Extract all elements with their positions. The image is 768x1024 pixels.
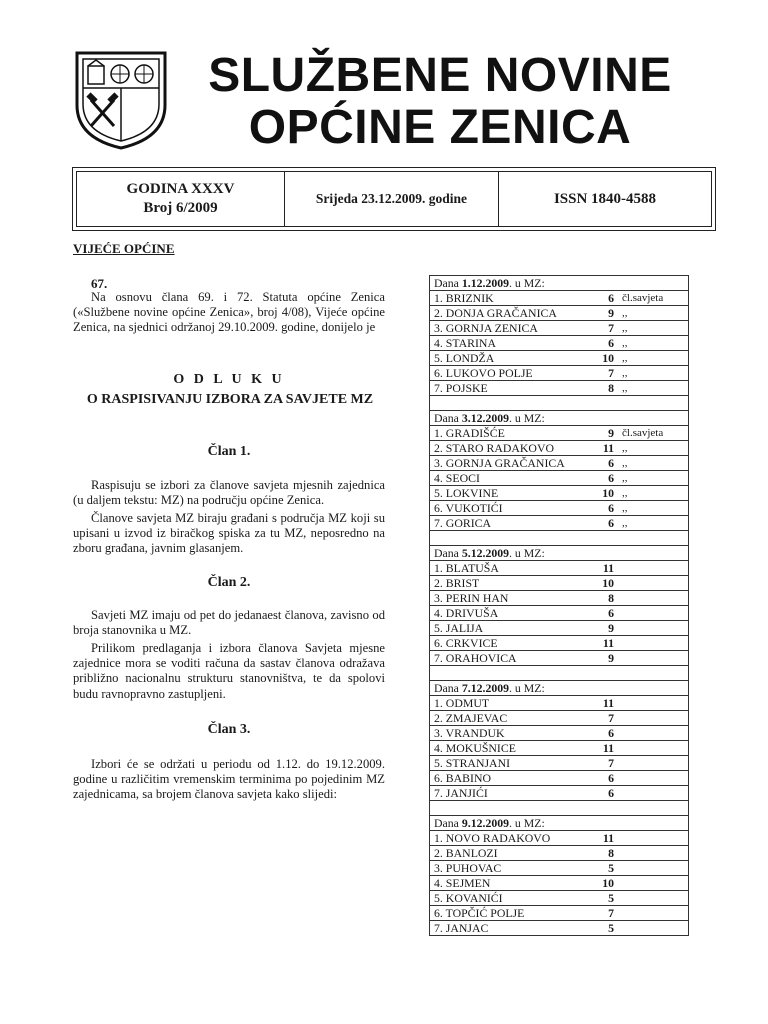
council-size: 11 bbox=[582, 636, 618, 651]
mz-name: 2. BANLOZI bbox=[430, 846, 583, 861]
table-row bbox=[430, 471, 689, 486]
council-size: 10 bbox=[582, 486, 618, 501]
table-row bbox=[430, 561, 689, 576]
table-row bbox=[430, 891, 689, 906]
council-size: 7 bbox=[582, 906, 618, 921]
council-size: 11 bbox=[582, 696, 618, 711]
article-2-para-2: Prilikom predlaganja i izbora članova Savjeta mjesne zajednice mora se voditi računa da sastav članova odražava približno nacionalnu strukturu stanovništva, te da spolovi budu ravnopravno zastupljeni. bbox=[73, 641, 385, 701]
mz-name: 7. POJSKE bbox=[430, 381, 583, 396]
article-2-para-1: Savjeti MZ imaju od pet do jedanaest članova, zavisno od broja stanovnika u MZ. bbox=[73, 608, 385, 638]
note: čl.savjeta bbox=[618, 291, 689, 306]
table-row bbox=[430, 591, 689, 606]
mz-name: 3. PERIN HAN bbox=[430, 591, 583, 606]
issue-year-cell bbox=[77, 172, 285, 226]
decision-number: 67. bbox=[91, 276, 108, 291]
issue-info-box bbox=[72, 167, 716, 231]
note: ,, bbox=[618, 351, 689, 366]
mz-name: 1. GRADIŠĆE bbox=[430, 426, 583, 441]
table-row bbox=[430, 336, 689, 351]
mz-suffix: . u MZ: bbox=[509, 816, 545, 830]
council-size: 5 bbox=[582, 861, 618, 876]
article-1-heading: Član 1. bbox=[207, 444, 251, 459]
table-row bbox=[430, 726, 689, 741]
note bbox=[618, 861, 689, 876]
note bbox=[618, 636, 689, 651]
table-row bbox=[430, 906, 689, 921]
council-size: 9 bbox=[582, 651, 618, 666]
note: ,, bbox=[618, 501, 689, 516]
council-size: 9 bbox=[582, 426, 618, 441]
decision-subtitle: O RASPISIVANJU IZBORA ZA SAVJETE MZ bbox=[86, 392, 374, 407]
mz-name: 3. PUHOVAC bbox=[430, 861, 583, 876]
day-header bbox=[430, 546, 689, 561]
table-row bbox=[430, 756, 689, 771]
council-size: 6 bbox=[582, 291, 618, 306]
note: ,, bbox=[618, 336, 689, 351]
issue-year: GODINA XXXV bbox=[126, 181, 235, 197]
mz-name: 7. GORICA bbox=[430, 516, 583, 531]
mz-name: 4. DRIVUŠA bbox=[430, 606, 583, 621]
table-row bbox=[430, 381, 689, 396]
note bbox=[618, 561, 689, 576]
note: ,, bbox=[618, 456, 689, 471]
mz-name: 4. SEJMEN bbox=[430, 876, 583, 891]
mz-name: 6. LUKOVO POLJE bbox=[430, 366, 583, 381]
council-size: 7 bbox=[582, 321, 618, 336]
mz-name: 4. STARINA bbox=[430, 336, 583, 351]
decision-intro: Na osnovu člana 69. i 72. Statuta općine Zenica («Službene novine općine Zenica», broj 4/08), Vijeće općine Zenica, na sjednici održanoj 29.10.2009. godine, donijelo je bbox=[73, 290, 385, 335]
mz-name: 3. GORNJA GRAČANICA bbox=[430, 456, 583, 471]
note bbox=[618, 891, 689, 906]
note: ,, bbox=[618, 366, 689, 381]
day-header-row bbox=[430, 411, 689, 426]
table-row bbox=[430, 741, 689, 756]
council-size: 10 bbox=[582, 576, 618, 591]
day-date: 1.12.2009 bbox=[461, 276, 510, 290]
table-row bbox=[430, 441, 689, 456]
day-header bbox=[430, 276, 689, 291]
council-size: 5 bbox=[582, 891, 618, 906]
note bbox=[618, 771, 689, 786]
mz-suffix: . u MZ: bbox=[509, 276, 545, 290]
mz-suffix: . u MZ: bbox=[509, 546, 545, 560]
mz-name: 4. MOKUŠNICE bbox=[430, 741, 583, 756]
council-size: 7 bbox=[582, 711, 618, 726]
day-header-row bbox=[430, 681, 689, 696]
mz-name: 6. CRKVICE bbox=[430, 636, 583, 651]
council-size: 11 bbox=[582, 831, 618, 846]
coat-of-arms-icon bbox=[74, 50, 168, 150]
mz-name: 2. DONJA GRAČANICA bbox=[430, 306, 583, 321]
newspaper-title-line2: OPĆINE ZENICA bbox=[248, 101, 632, 154]
mz-name: 7. JANJIĆI bbox=[430, 786, 583, 801]
council-size: 6 bbox=[582, 336, 618, 351]
council-size: 9 bbox=[582, 621, 618, 636]
council-size: 6 bbox=[582, 516, 618, 531]
note bbox=[618, 846, 689, 861]
article-3-para-1: Izbori će se održati u periodu od 1.12. do 19.12.2009. godine u različitim vremenskim terminima po pojedinim MZ zajednicama, sa brojem članova savjeta kako slijedi: bbox=[73, 757, 385, 802]
council-size: 10 bbox=[582, 876, 618, 891]
table-row bbox=[430, 786, 689, 801]
note bbox=[618, 726, 689, 741]
note: ,, bbox=[618, 306, 689, 321]
mz-name: 2. BRIST bbox=[430, 576, 583, 591]
table-row bbox=[430, 306, 689, 321]
day-header bbox=[430, 681, 689, 696]
council-size: 6 bbox=[582, 606, 618, 621]
council-size: 6 bbox=[582, 501, 618, 516]
spacer-cell bbox=[430, 531, 689, 546]
spacer-cell bbox=[430, 666, 689, 681]
day-prefix: Dana bbox=[434, 276, 462, 290]
day-date: 9.12.2009 bbox=[461, 816, 510, 830]
article-2-heading: Član 2. bbox=[207, 575, 251, 590]
council-size: 8 bbox=[582, 591, 618, 606]
table-row bbox=[430, 861, 689, 876]
mz-name: 5. STRANJANI bbox=[430, 756, 583, 771]
day-date: 5.12.2009 bbox=[461, 546, 510, 560]
mz-name: 1. NOVO RADAKOVO bbox=[430, 831, 583, 846]
table-row bbox=[430, 366, 689, 381]
section-heading: VIJEĆE OPĆINE bbox=[73, 241, 175, 256]
table-row bbox=[430, 636, 689, 651]
table-row bbox=[430, 501, 689, 516]
note bbox=[618, 621, 689, 636]
table-row bbox=[430, 606, 689, 621]
table-row bbox=[430, 771, 689, 786]
note bbox=[618, 606, 689, 621]
spacer-cell bbox=[430, 396, 689, 411]
day-prefix: Dana bbox=[434, 546, 462, 560]
issue-date-cell bbox=[285, 172, 499, 226]
table-row bbox=[430, 876, 689, 891]
table-row bbox=[430, 651, 689, 666]
mz-name: 5. LONDŽA bbox=[430, 351, 583, 366]
day-date: 3.12.2009 bbox=[461, 411, 510, 425]
note: ,, bbox=[618, 321, 689, 336]
spacer-row bbox=[430, 396, 689, 411]
mz-name: 5. LOKVINE bbox=[430, 486, 583, 501]
table-row bbox=[430, 846, 689, 861]
mz-name: 6. TOPČIĆ POLJE bbox=[430, 906, 583, 921]
note: ,, bbox=[618, 516, 689, 531]
council-size: 7 bbox=[582, 366, 618, 381]
note bbox=[618, 591, 689, 606]
article-1-para-2: Članove savjeta MZ biraju građani s područja MZ koji su upisani u izvod iz biračkog spiska za tu MZ, neposredno na zboru građana, javnim glasanjem. bbox=[73, 511, 385, 556]
mz-name: 2. ZMAJEVAC bbox=[430, 711, 583, 726]
note bbox=[618, 756, 689, 771]
mz-name: 5. JALIJA bbox=[430, 621, 583, 636]
mz-name: 7. ORAHOVICA bbox=[430, 651, 583, 666]
spacer-row bbox=[430, 666, 689, 681]
table-row bbox=[430, 321, 689, 336]
mz-name: 3. VRANDUK bbox=[430, 726, 583, 741]
council-size: 9 bbox=[582, 306, 618, 321]
issn: ISSN 1840-4588 bbox=[553, 190, 657, 207]
mz-name: 1. BRIZNIK bbox=[430, 291, 583, 306]
council-size: 8 bbox=[582, 381, 618, 396]
council-size: 6 bbox=[582, 456, 618, 471]
table-row bbox=[430, 456, 689, 471]
note bbox=[618, 786, 689, 801]
mz-name: 1. ODMUT bbox=[430, 696, 583, 711]
day-header bbox=[430, 816, 689, 831]
note: ,, bbox=[618, 441, 689, 456]
newspaper-title-line1: SLUŽBENE NOVINE bbox=[208, 49, 672, 102]
issue-number: Broj 6/2009 bbox=[143, 200, 218, 216]
table-row bbox=[430, 621, 689, 636]
note: čl.savjeta bbox=[618, 426, 689, 441]
table-row bbox=[430, 486, 689, 501]
day-prefix: Dana bbox=[434, 681, 462, 695]
day-date: 7.12.2009 bbox=[461, 681, 510, 695]
table-row bbox=[430, 576, 689, 591]
day-prefix: Dana bbox=[434, 816, 462, 830]
issue-date: Srijeda 23.12.2009. godine bbox=[315, 191, 468, 206]
table-row bbox=[430, 291, 689, 306]
spacer-cell bbox=[430, 801, 689, 816]
spacer-row bbox=[430, 801, 689, 816]
note bbox=[618, 651, 689, 666]
decision-title: O D L U K U bbox=[173, 372, 285, 387]
table-row bbox=[430, 921, 689, 936]
note: ,, bbox=[618, 471, 689, 486]
mz-suffix: . u MZ: bbox=[509, 411, 545, 425]
note: ,, bbox=[618, 486, 689, 501]
table-row bbox=[430, 711, 689, 726]
note bbox=[618, 696, 689, 711]
council-size: 5 bbox=[582, 921, 618, 936]
table-row bbox=[430, 831, 689, 846]
council-size: 11 bbox=[582, 561, 618, 576]
day-prefix: Dana bbox=[434, 411, 462, 425]
day-header-row bbox=[430, 546, 689, 561]
table-row bbox=[430, 351, 689, 366]
table-row bbox=[430, 516, 689, 531]
note: ,, bbox=[618, 381, 689, 396]
mz-name: 6. VUKOTIĆI bbox=[430, 501, 583, 516]
spacer-row bbox=[430, 531, 689, 546]
mz-name: 2. STARO RADAKOVO bbox=[430, 441, 583, 456]
day-header bbox=[430, 411, 689, 426]
note bbox=[618, 576, 689, 591]
day-header-row bbox=[430, 276, 689, 291]
mz-name: 5. KOVANIĆI bbox=[430, 891, 583, 906]
council-size: 6 bbox=[582, 771, 618, 786]
note bbox=[618, 711, 689, 726]
note bbox=[618, 876, 689, 891]
mz-suffix: . u MZ: bbox=[509, 681, 545, 695]
council-size: 7 bbox=[582, 756, 618, 771]
issn-cell bbox=[499, 172, 711, 226]
council-size: 11 bbox=[582, 741, 618, 756]
council-size: 6 bbox=[582, 726, 618, 741]
council-size: 8 bbox=[582, 846, 618, 861]
article-1-para-1: Raspisuju se izbori za članove savjeta mjesnih zajednica (u daljem tekstu: MZ) na području općine Zenica. bbox=[73, 478, 385, 508]
day-header-row bbox=[430, 816, 689, 831]
council-size: 11 bbox=[582, 441, 618, 456]
council-size: 6 bbox=[582, 471, 618, 486]
election-schedule-table bbox=[429, 275, 689, 936]
note bbox=[618, 741, 689, 756]
note bbox=[618, 906, 689, 921]
mz-name: 6. BABINO bbox=[430, 771, 583, 786]
mz-name: 1. BLATUŠA bbox=[430, 561, 583, 576]
article-3-heading: Član 3. bbox=[207, 722, 251, 737]
note bbox=[618, 831, 689, 846]
mz-name: 7. JANJAC bbox=[430, 921, 583, 936]
mz-name: 4. SEOCI bbox=[430, 471, 583, 486]
table-row bbox=[430, 426, 689, 441]
council-size: 6 bbox=[582, 786, 618, 801]
table-row bbox=[430, 696, 689, 711]
council-size: 10 bbox=[582, 351, 618, 366]
note bbox=[618, 921, 689, 936]
mz-name: 3. GORNJA ZENICA bbox=[430, 321, 583, 336]
